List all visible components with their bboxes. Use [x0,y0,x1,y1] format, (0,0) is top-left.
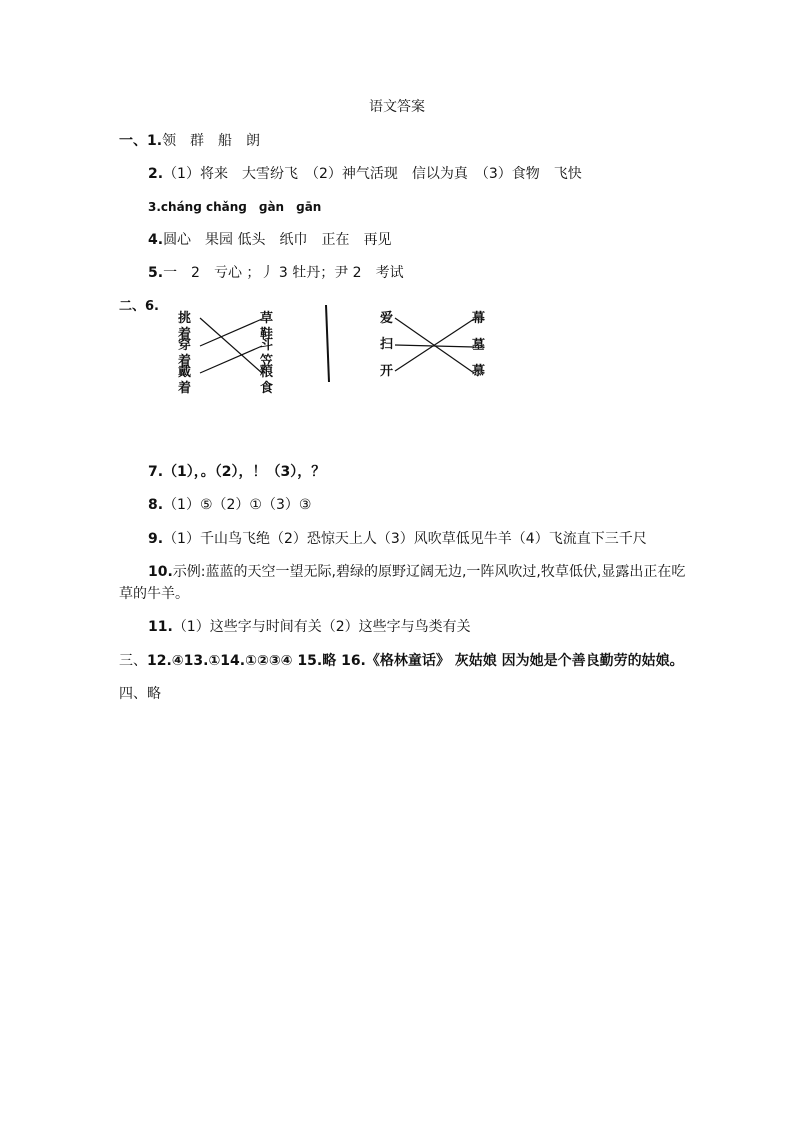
match-left-1: 挑着 [178,311,192,342]
answer-9 [148,529,647,549]
answer-10-number: 10. [148,564,173,580]
match-left-2: 穿着 [178,338,192,369]
section-4: 四、略 [119,686,161,702]
match-right-1: 草鞋 [260,311,274,342]
match2-left-1: 爱 [380,311,394,326]
answer-1-number: 一、1. [119,133,163,149]
section-2-label: 二、6. [119,299,159,314]
answer-10 [148,562,685,582]
match-right-3: 粮食 [260,365,274,396]
answer-8-text: （1）⑤（2）①（3）③ [163,497,312,513]
match2-left-2: 扫 [380,337,394,352]
answer-10-text: 示例:蓝蓝的天空一望无际,碧绿的原野辽阔无边,一阵风吹过,牧草低伏,显露出正在吃 [172,564,686,580]
answer-2-number: 2. [148,166,164,182]
answer-4-text: 圆心 果园 低头 纸巾 正在 再见 [163,232,392,248]
answer-9-number: 9. [148,531,164,547]
answer-5-number: 5. [148,265,164,281]
match2-left-3: 开 [380,364,394,379]
section-3-label: 三、 [119,653,147,669]
match2-right-1: 幕 [472,311,486,326]
answer-3-text: chánɡ chǎnɡ ɡàn ɡān [160,200,322,214]
answer-1-text: 领 群 船 朗 [162,133,261,149]
answer-8 [148,495,311,515]
answer-7-number: 7. [148,464,164,480]
answer-5-text: 一 2 亏心 ；丿 3 牡丹；尹 2 考试 [163,265,404,281]
match-line-2 [200,319,262,346]
answer-8-number: 8. [148,497,164,513]
answer-11 [148,617,471,637]
answer-11-text: （1）这些字与时间有关（2）这些字与鸟类有关 [172,619,471,635]
section-3-text: 12.④13.①14.①②③④ 15.略 16.《格林童话》 灰姑娘 因为她是个善良勤劳的姑娘。 [147,653,684,669]
answer-2-text: （1）将来 大雪纷飞 （2）神气活现 信以为真 （3）食物 飞快 [163,166,582,182]
answer-10-continued: 草的牛羊。 [119,586,189,602]
answer-7-text: （1），。（2），！（3），？ [163,464,326,480]
answer-9-text: （1）千山鸟飞绝（2）恐惊天上人（3）风吹草低见牛羊（4）飞流直下三千尺 [163,531,647,547]
match-right-2: 斗笠 [260,338,274,369]
answer-11-number: 11. [148,619,173,635]
answer-7 [148,462,325,482]
matching-divider [326,305,329,382]
answer-4-number: 4. [148,232,164,248]
match-left-3: 戴着 [178,365,192,396]
match2-right-2: 墓 [472,338,486,353]
page-title: 语文答案 [369,99,425,115]
match-line-3 [200,346,262,373]
section-3 [119,651,684,671]
answer-3-number: 3. [148,200,161,214]
match2-right-3: 慕 [472,364,486,379]
match-line-1 [200,318,262,373]
